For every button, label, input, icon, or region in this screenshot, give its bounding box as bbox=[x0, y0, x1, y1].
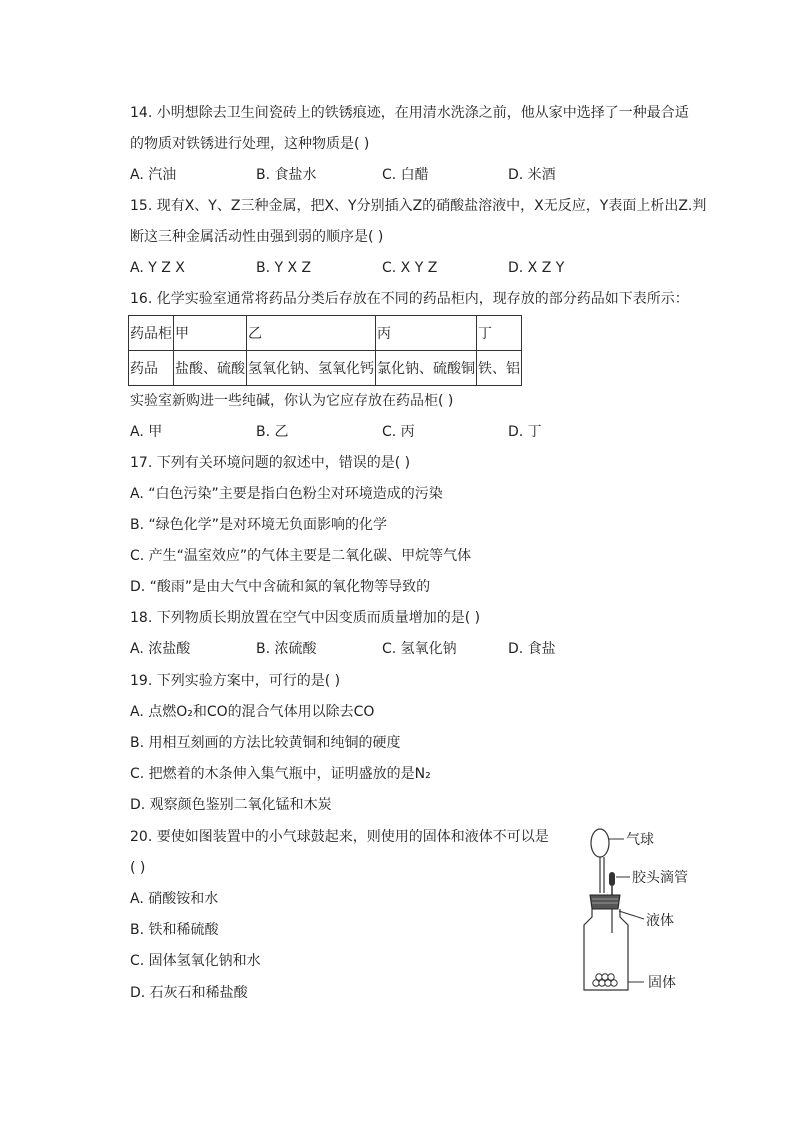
q16-stem-line2: 实验室新购进一些纯碱，你认为它应存放在药品柜( ) bbox=[130, 393, 454, 409]
q19-option-d: D. 观察颜色鉴别二氧化锰和木炭 bbox=[130, 797, 332, 813]
table-row bbox=[129, 351, 522, 386]
q20-option-d: D. 石灰石和稀盐酸 bbox=[130, 985, 248, 1001]
q15-option-c: C. X Y Z bbox=[382, 260, 438, 276]
table-cell: 药品柜 bbox=[129, 316, 174, 351]
q16-option-b: B. 乙 bbox=[256, 424, 289, 440]
q17-option-d: D. “酸雨”是由大气中含硫和氮的氧化物等导致的 bbox=[130, 579, 431, 595]
q18-option-b: B. 浓硫酸 bbox=[256, 641, 317, 657]
q14-option-b: B. 食盐水 bbox=[256, 167, 317, 183]
liquid-label: 液体 bbox=[646, 913, 674, 929]
q14-option-a: A. 汽油 bbox=[130, 167, 177, 183]
table-cell: 药品 bbox=[129, 351, 174, 386]
q16-option-c: C. 丙 bbox=[382, 424, 415, 440]
q15-option-b: B. Y X Z bbox=[256, 260, 312, 276]
q18-option-c: C. 氢氧化钠 bbox=[382, 641, 457, 657]
table-cell: 丙 bbox=[376, 316, 477, 351]
table-row bbox=[129, 316, 522, 351]
table-cell: 氢氧化钠、氢氧化钙 bbox=[247, 351, 376, 386]
q20-option-b: B. 铁和稀硫酸 bbox=[130, 922, 219, 938]
table-cell: 甲 bbox=[174, 316, 247, 351]
q15-stem-line2: 断这三种金属活动性由强到弱的顺序是( ) bbox=[130, 229, 384, 245]
table-cell: 氯化钠、硫酸铜 bbox=[376, 351, 477, 386]
table-cell: 丁 bbox=[477, 316, 522, 351]
q20-stem-line1: 20. 要使如图装置中的小气球鼓起来，则使用的固体和液体不可以是 bbox=[130, 829, 549, 845]
q16-option-a: A. 甲 bbox=[130, 424, 163, 440]
dropper-label: 胶头滴管 bbox=[632, 870, 688, 886]
table-cell: 铁、铝 bbox=[477, 351, 522, 386]
q20-stem-line2: ( ) bbox=[130, 860, 146, 876]
solid-label: 固体 bbox=[648, 975, 676, 991]
stopper bbox=[590, 895, 620, 909]
table-cell: 盐酸、硫酸 bbox=[174, 351, 247, 386]
q14-stem-line1: 14. 小明想除去卫生间瓷砖上的铁锈痕迹，在用清水洗涤之前，他从家中选择了一种最合适 bbox=[130, 105, 689, 121]
q18-option-a: A. 浓盐酸 bbox=[130, 641, 191, 657]
dropper-bulb bbox=[609, 872, 615, 886]
q19-option-a: A. 点燃O₂和CO的混合气体用以除去CO bbox=[130, 704, 375, 720]
q19-option-b: B. 用相互刻画的方法比较黄铜和纯铜的硬度 bbox=[130, 735, 401, 751]
q14-option-d: D. 米酒 bbox=[508, 167, 556, 183]
table-cell: 乙 bbox=[247, 316, 376, 351]
q19-stem: 19. 下列实验方案中，可行的是( ) bbox=[130, 673, 341, 689]
q18-option-d: D. 食盐 bbox=[508, 641, 556, 657]
q17-stem: 17. 下列有关环境问题的叙述中，错误的是( ) bbox=[130, 455, 411, 471]
q18-stem: 18. 下列物质长期放置在空气中因变质而质量增加的是( ) bbox=[130, 610, 481, 626]
q15-option-d: D. X Z Y bbox=[508, 260, 565, 276]
q20-option-c: C. 固体氢氧化钠和水 bbox=[130, 953, 261, 969]
q14-option-c: C. 白醋 bbox=[382, 167, 429, 183]
drug-cabinet-table bbox=[128, 315, 522, 386]
solid-particles bbox=[593, 974, 617, 986]
q14-stem-line2: 的物质对铁锈进行处理，这种物质是( ) bbox=[130, 136, 370, 152]
q17-option-b: B. “绿色化学”是对环境无负面影响的化学 bbox=[130, 517, 388, 533]
balloon-apparatus-figure bbox=[578, 825, 718, 995]
q17-option-c: C. 产生“温室效应”的气体主要是二氧化碳、甲烷等气体 bbox=[130, 548, 472, 564]
q15-stem-line1: 15. 现有X、Y、Z三种金属，把X、Y分别插入Z的硝酸盐溶液中，X无反应，Y表面上析出Z.判 bbox=[130, 198, 707, 214]
q17-option-a: A. “白色污染”主要是指白色粉尘对环境造成的污染 bbox=[130, 486, 443, 502]
q20-option-a: A. 硝酸铵和水 bbox=[130, 891, 219, 907]
balloon-shape bbox=[591, 829, 609, 857]
q19-option-c: C. 把燃着的木条伸入集气瓶中，证明盛放的是N₂ bbox=[130, 766, 431, 782]
q16-option-d: D. 丁 bbox=[508, 424, 542, 440]
balloon-label: 气球 bbox=[626, 832, 654, 848]
q16-stem-line1: 16. 化学实验室通常将药品分类后存放在不同的药品柜内，现存放的部分药品如下表所示： bbox=[130, 291, 689, 307]
q15-option-a: A. Y Z X bbox=[130, 260, 185, 276]
